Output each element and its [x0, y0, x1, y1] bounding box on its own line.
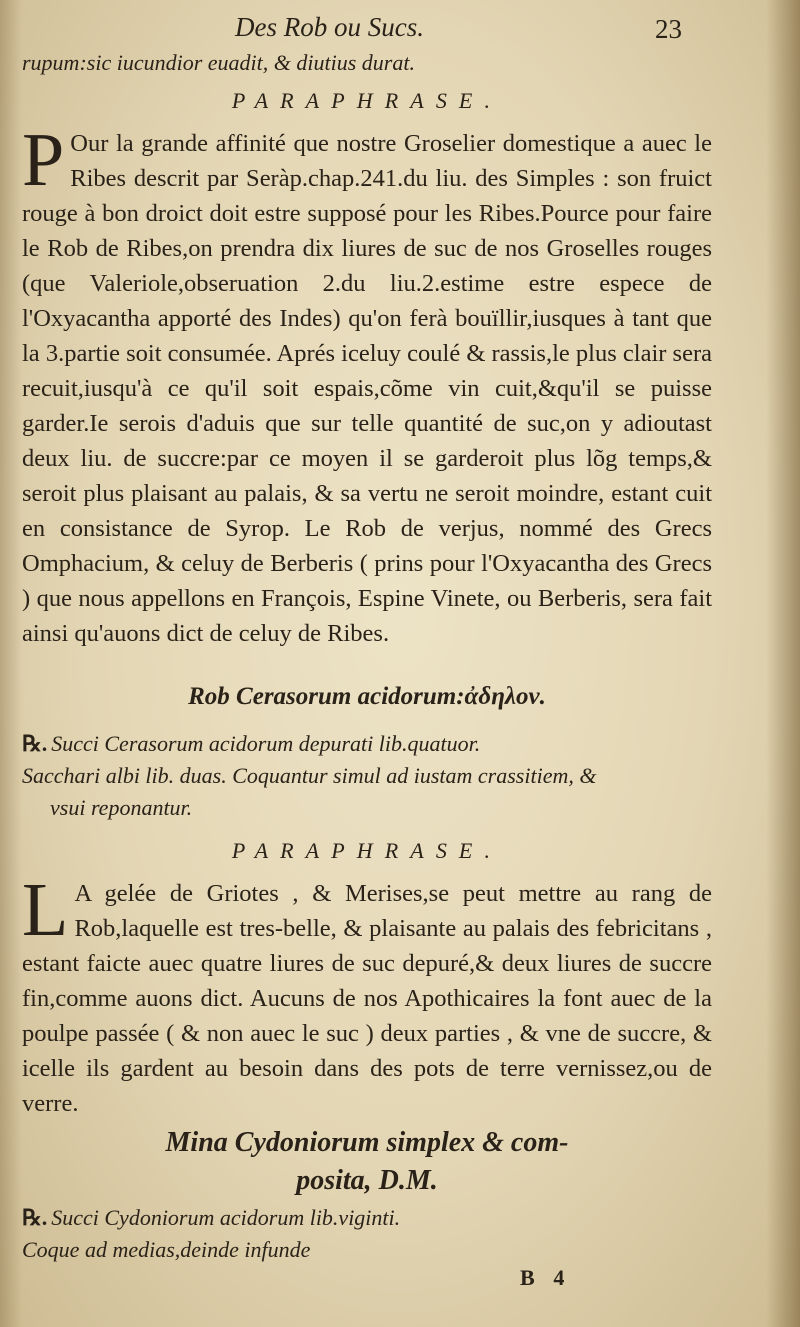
- signature-mark: B 4: [520, 1265, 571, 1290]
- recipe-title: Rob Cerasorum acidorum:ἀδηλον.: [188, 683, 546, 710]
- paragraph-text: A gelée de Griotes , & Merises,se peut mettre au rang de Rob,laquelle est tres-belle, & plaisante au palais des febricitans , estant faicte auec quatre liures de suc depuré,& deux liures de succre fin,comme auons dict. Aucuns de nos Apothicaires la font auec de la poulpe passée ( & non auec le suc ) deux parties , & vne de succre, & icelle ils gardent au besoin dans des pots de terre vernissez,ou de verre.: [22, 880, 712, 1117]
- recipe-block-2: [22, 1202, 712, 1266]
- section-heading: PARAPHRASE.: [231, 88, 503, 113]
- recipe-line: Coque ad medias,deinde infunde: [22, 1237, 311, 1262]
- intro-line: rupum:sic iucundior euadit, & diutius durat.: [22, 50, 415, 75]
- dropcap: P: [22, 118, 65, 202]
- rx-symbol: ℞.: [22, 731, 48, 756]
- page-header: [0, 12, 800, 46]
- recipe-line: vsui reponantur.: [50, 795, 193, 820]
- page-number: 23: [655, 14, 682, 44]
- recipe-block-1: [22, 728, 712, 824]
- paraphrase-paragraph-1: [22, 118, 712, 651]
- paragraph-text: Our la grande affinité que nostre Groselier domestique a auec le Ribes descrit par Seràp.chap.241.du liu. des Simples : son fruict rouge à bon droict doit estre supposé pour les Ribes.Pource pour faire le Rob de Ribes,on prendra dix liures de suc de nos Groselles rouges (que Valeriole,obseruation 2.du liu.2.estime estre espece de l'Oxyacantha apporté des Indes) qu'on ferà bouïllir,iusques à tant que la 3.partie soit consumée. Aprés iceluy coulé & rassis,le plus clair sera recuit,iusqu'à ce qu'il soit espais,cõme vin cuit,&qu'il se puisse garder.Ie serois d'aduis que sur telle quantité de suc,on y adioutast deux liu. de succre:par ce moyen il se garderoit plus lõg temps,& seroit plus plaisant au palais, & sa vertu ne seroit moindre, estant cuit en consistance de Syrop. Le Rob de verjus, nommé des Grecs Omphacium, & celuy de Berberis ( prins pour l'Oxyacantha des Grecs ) que nous appellons en François, Espine Vinete, ou Berberis, sera fait ainsi qu'auons dict de celuy de Ribes.: [22, 130, 712, 647]
- recipe-title: [22, 1124, 712, 1200]
- recipe-line: Sacchari albi lib. duas. Coquantur simul ad iustam crassitiem, &: [22, 763, 597, 788]
- recipe-line: [22, 728, 712, 760]
- running-title: Des Rob ou Sucs.: [235, 12, 424, 42]
- recipe-line-text: Succi Cerasorum acidorum depurati lib.quatuor.: [51, 731, 481, 756]
- paraphrase-paragraph-2: [22, 868, 712, 1121]
- dropcap: L: [22, 868, 69, 952]
- recipe-line: [22, 1202, 712, 1234]
- section-heading: PARAPHRASE.: [231, 838, 503, 863]
- page-edge-shadow: [766, 0, 800, 1327]
- recipe-title-line: posita, D.M.: [296, 1165, 438, 1196]
- rx-symbol: ℞.: [22, 1205, 48, 1230]
- recipe-title-line: Mina Cydoniorum simplex & com-: [165, 1127, 569, 1158]
- recipe-line-text: Succi Cydoniorum acidorum lib.viginti.: [51, 1205, 401, 1230]
